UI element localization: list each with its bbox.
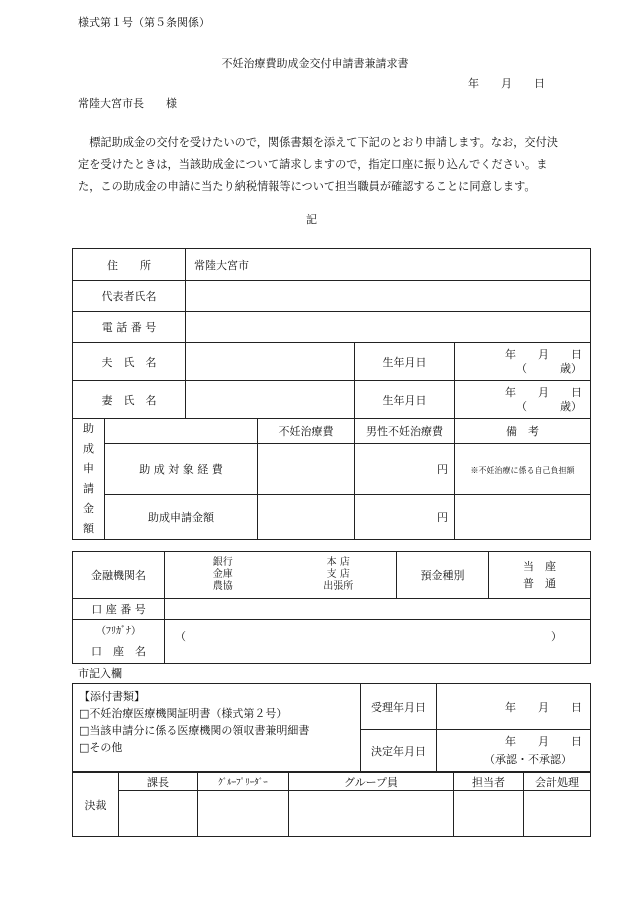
address-label: 住 所 xyxy=(73,249,186,281)
husband-age: （ 歳） xyxy=(516,361,582,375)
account-number-field[interactable] xyxy=(165,599,591,620)
attachments-title: 【添付書類】 xyxy=(79,690,145,703)
representative-field[interactable] xyxy=(186,281,591,312)
deposit-type-field[interactable] xyxy=(489,552,591,599)
date-line: 年 月 日 xyxy=(468,77,545,90)
grant-vlabel-char: 助 xyxy=(83,422,94,435)
target-male-field[interactable]: 円 xyxy=(355,444,455,495)
attachment-item[interactable]: □当該申請分に係る医療機関の領収書兼明細書 xyxy=(79,724,310,737)
wife-age: （ 歳） xyxy=(516,399,582,413)
wife-birth-date: 年 月 日 xyxy=(505,385,582,399)
branch-type: 本 店 xyxy=(326,557,350,568)
bank-type: 金庫 xyxy=(212,569,233,580)
wife-name-label: 妻 氏 名 xyxy=(73,381,186,419)
seal-group-leader[interactable] xyxy=(198,791,289,837)
husband-birth-date: 年 月 日 xyxy=(505,347,582,361)
seal-section-chief[interactable] xyxy=(119,791,198,837)
role-group-member: グループ員 xyxy=(289,773,454,791)
seal-group-member[interactable] xyxy=(289,791,454,837)
account-name-text: 口 座 名 xyxy=(91,644,146,658)
institution-field[interactable] xyxy=(165,552,397,599)
role-staff: 担当者 xyxy=(454,773,524,791)
branch-type: 支 店 xyxy=(326,569,350,580)
husband-birth-label: 生年月日 xyxy=(355,343,455,381)
request-infertility-field[interactable] xyxy=(258,495,355,540)
received-date-label: 受理年月日 xyxy=(361,684,437,730)
bank-type: 農協 xyxy=(212,581,233,592)
address-field[interactable]: 常陸大宮市 xyxy=(186,249,591,281)
grant-vlabel-char: 申 xyxy=(83,462,94,475)
approval-table xyxy=(72,772,591,837)
addressee: 常陸大宮市長 様 xyxy=(78,97,177,110)
approval-status[interactable]: （承認・不承認） xyxy=(484,752,572,766)
grant-vlabel-char: 成 xyxy=(83,442,94,455)
role-accounting: 会計処理 xyxy=(524,773,591,791)
grant-vlabel-char: 金 xyxy=(83,502,94,515)
account-name-label xyxy=(73,620,165,664)
request-male-field[interactable]: 円 xyxy=(355,495,455,540)
account-number-label: 口 座 番 号 xyxy=(73,599,165,620)
husband-name-label: 夫 氏 名 xyxy=(73,343,186,381)
representative-label: 代表者氏名 xyxy=(73,281,186,312)
form-number: 様式第１号（第５条関係） xyxy=(78,16,210,29)
institution-label: 金融機関名 xyxy=(73,552,165,599)
role-group-leader: ｸﾞﾙｰﾌﾟﾘｰﾀﾞｰ xyxy=(198,773,289,791)
grant-vlabel-char: 額 xyxy=(83,522,94,535)
deposit-option-ordinary[interactable]: 普 通 xyxy=(523,577,556,590)
col-remarks: 備 考 xyxy=(455,419,591,444)
phone-field[interactable] xyxy=(186,312,591,343)
wife-birth-field[interactable] xyxy=(455,381,591,419)
deposit-option-current[interactable]: 当 座 xyxy=(523,560,556,573)
attachment-item[interactable]: □不妊治療医療機関証明書（様式第２号） xyxy=(79,707,288,720)
seal-accounting[interactable] xyxy=(524,791,591,837)
husband-name-field[interactable] xyxy=(186,343,355,381)
seal-staff[interactable] xyxy=(454,791,524,837)
col-male-infertility: 男性不妊治療費 xyxy=(355,419,455,444)
wife-name-field[interactable] xyxy=(186,381,355,419)
decided-date-label: 決定年月日 xyxy=(361,730,437,772)
applicant-table xyxy=(72,248,591,540)
role-section-chief: 課長 xyxy=(119,773,198,791)
office-section-label: 市記入欄 xyxy=(78,667,122,680)
wife-birth-label: 生年月日 xyxy=(355,381,455,419)
office-table xyxy=(72,683,591,772)
remark-note-text: ※不妊治療に係る自己負担額 xyxy=(470,465,575,475)
approval-label: 決裁 xyxy=(73,773,119,837)
close-paren: ） xyxy=(551,630,562,643)
grant-vertical-label xyxy=(73,419,105,540)
target-expense-label: 助 成 対 象 経 費 xyxy=(105,444,258,495)
grant-vlabel-char: 請 xyxy=(83,482,94,495)
request-paragraph: 標記助成金の交付を受けたいので，関係書類を添えて下記のとおり申請します。なお，交付決定を受けたときは，当該助成金について請求しますので，指定口座に振り込んでください。また，この助成金の申請に当たり納税情報等について担当職員が確認することに同意します。 xyxy=(78,136,558,193)
bank-table xyxy=(72,551,591,664)
deposit-type-label: 預金種別 xyxy=(397,552,489,599)
attachment-item[interactable]: □その他 xyxy=(79,741,123,754)
received-date-field[interactable]: 年 月 日 xyxy=(437,684,591,730)
col-infertility: 不妊治療費 xyxy=(258,419,355,444)
branch-type: 出張所 xyxy=(323,581,354,592)
attachments-box xyxy=(73,684,361,772)
target-infertility-field[interactable] xyxy=(258,444,355,495)
grant-header-blank xyxy=(105,419,258,444)
account-name-field[interactable] xyxy=(165,620,591,664)
decided-date-field[interactable] xyxy=(437,730,591,772)
ki-mark: 記 xyxy=(306,213,317,226)
decided-date-value: 年 月 日 xyxy=(505,734,582,748)
husband-birth-field[interactable] xyxy=(455,343,591,381)
phone-label: 電 話 番 号 xyxy=(73,312,186,343)
bank-type: 銀行 xyxy=(212,557,233,568)
remark-note xyxy=(455,444,591,495)
furigana-label: （ﾌﾘｶﾞﾅ） xyxy=(96,625,141,637)
request-remarks-field[interactable] xyxy=(455,495,591,540)
page-title: 不妊治療費助成金交付申請書兼請求書 xyxy=(221,57,409,70)
open-paren: （ xyxy=(175,630,186,643)
request-amount-label: 助成申請金額 xyxy=(105,495,258,540)
